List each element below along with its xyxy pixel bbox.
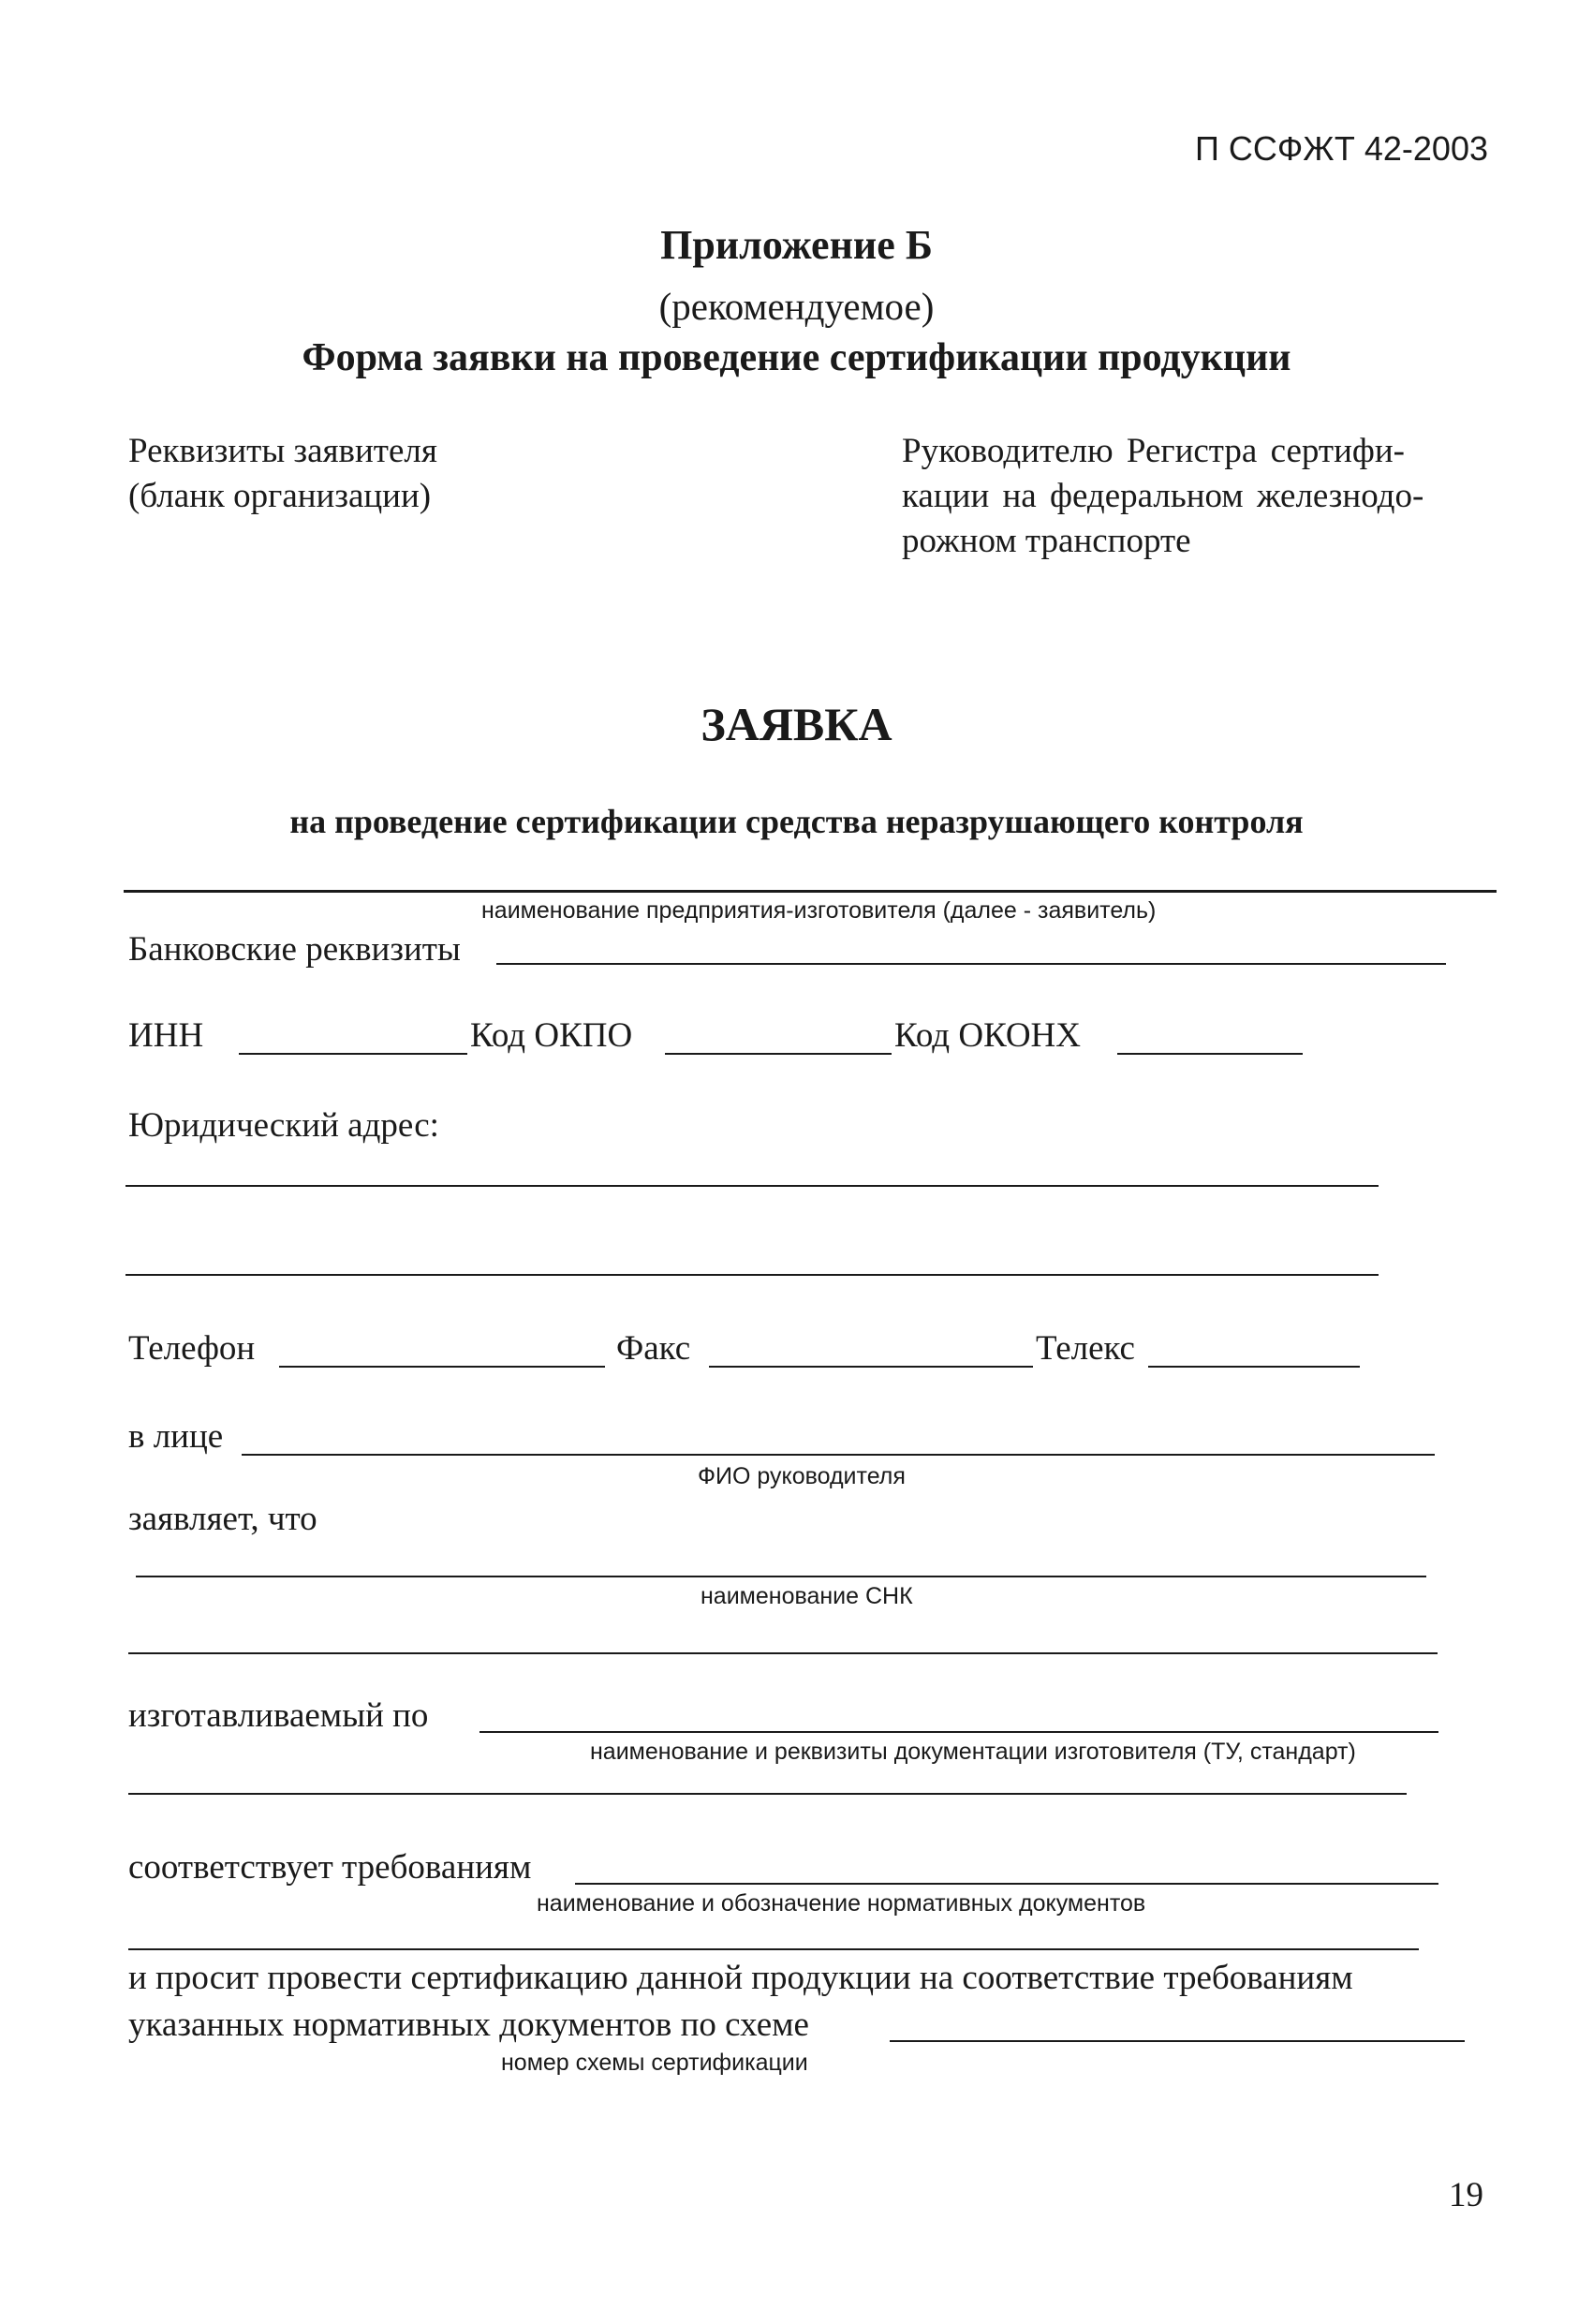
phone-label: Телефон	[128, 1329, 256, 1368]
telex-label: Телекс	[1036, 1329, 1135, 1368]
okonh-label: Код ОКОНХ	[894, 1016, 1081, 1055]
appendix-title: Приложение Б	[660, 222, 933, 268]
head-name-line[interactable]	[242, 1454, 1435, 1456]
fax-line[interactable]	[709, 1366, 1033, 1368]
snk-name-caption: наименование СНК	[701, 1583, 913, 1609]
in-person-label: в лице	[128, 1417, 224, 1456]
inn-line[interactable]	[239, 1053, 467, 1055]
declares-label: заявляет, что	[128, 1500, 317, 1538]
document-code: П ССФЖТ 42-2003	[1195, 129, 1488, 168]
snk-name-line[interactable]	[136, 1576, 1426, 1577]
legal-address-line-1[interactable]	[125, 1185, 1379, 1187]
organization-letterhead-label: (бланк организации)	[128, 477, 432, 515]
appendix-note: (рекомендуемое)	[658, 285, 935, 328]
manufactured-by-line[interactable]	[479, 1731, 1438, 1733]
addressee-line-2: кации на федеральном железнодо-	[902, 477, 1424, 515]
manufactured-by-caption: наименование и реквизиты документации изготовителя (ТУ, стандарт)	[590, 1739, 1356, 1765]
okpo-line[interactable]	[665, 1053, 892, 1055]
manufactured-by-label: изготавливаемый по	[128, 1696, 429, 1735]
form-title: Форма заявки на проведение сертификации продукции	[302, 336, 1291, 379]
inn-label: ИНН	[128, 1016, 204, 1055]
head-name-caption: ФИО руководителя	[698, 1463, 906, 1489]
certification-scheme-line[interactable]	[890, 2040, 1465, 2042]
snk-name-line-2[interactable]	[128, 1652, 1438, 1654]
complies-label: соответствует требованиям	[128, 1848, 532, 1887]
addressee-line-3: рожном транспорте	[902, 522, 1191, 560]
application-title: ЗАЯВКА	[701, 698, 892, 750]
addressee-line-1: Руководителю Регистра сертифи-	[902, 432, 1405, 470]
manufacturer-name-line[interactable]	[124, 890, 1497, 893]
page-number: 19	[1449, 2176, 1483, 2214]
phone-line[interactable]	[279, 1366, 605, 1368]
telex-line[interactable]	[1148, 1366, 1360, 1368]
certification-scheme-caption: номер схемы сертификации	[501, 2050, 808, 2076]
legal-address-line-2[interactable]	[125, 1274, 1379, 1276]
manufacturer-name-caption: наименование предприятия-изготовителя (далее - заявитель)	[481, 897, 1157, 924]
bank-requisites-label: Банковские реквизиты	[128, 930, 461, 969]
complies-line-2[interactable]	[128, 1948, 1419, 1950]
manufactured-by-line-2[interactable]	[128, 1793, 1407, 1795]
application-subtitle: на проведение сертификации средства неразрушающего контроля	[289, 803, 1304, 840]
bank-requisites-line[interactable]	[496, 963, 1446, 965]
complies-line[interactable]	[575, 1883, 1438, 1885]
applicant-requisites-label: Реквизиты заявителя	[128, 432, 437, 470]
legal-address-label: Юридический адрес:	[128, 1106, 439, 1145]
complies-caption: наименование и обозначение нормативных документов	[537, 1890, 1146, 1917]
request-text-line-2: указанных нормативных документов по схеме	[128, 2006, 809, 2044]
request-text-line-1: и просит провести сертификацию данной продукции на соответствие требованиям	[128, 1959, 1353, 1997]
fax-label: Факс	[616, 1329, 691, 1368]
okonh-line[interactable]	[1117, 1053, 1303, 1055]
okpo-label: Код ОКПО	[470, 1016, 633, 1055]
